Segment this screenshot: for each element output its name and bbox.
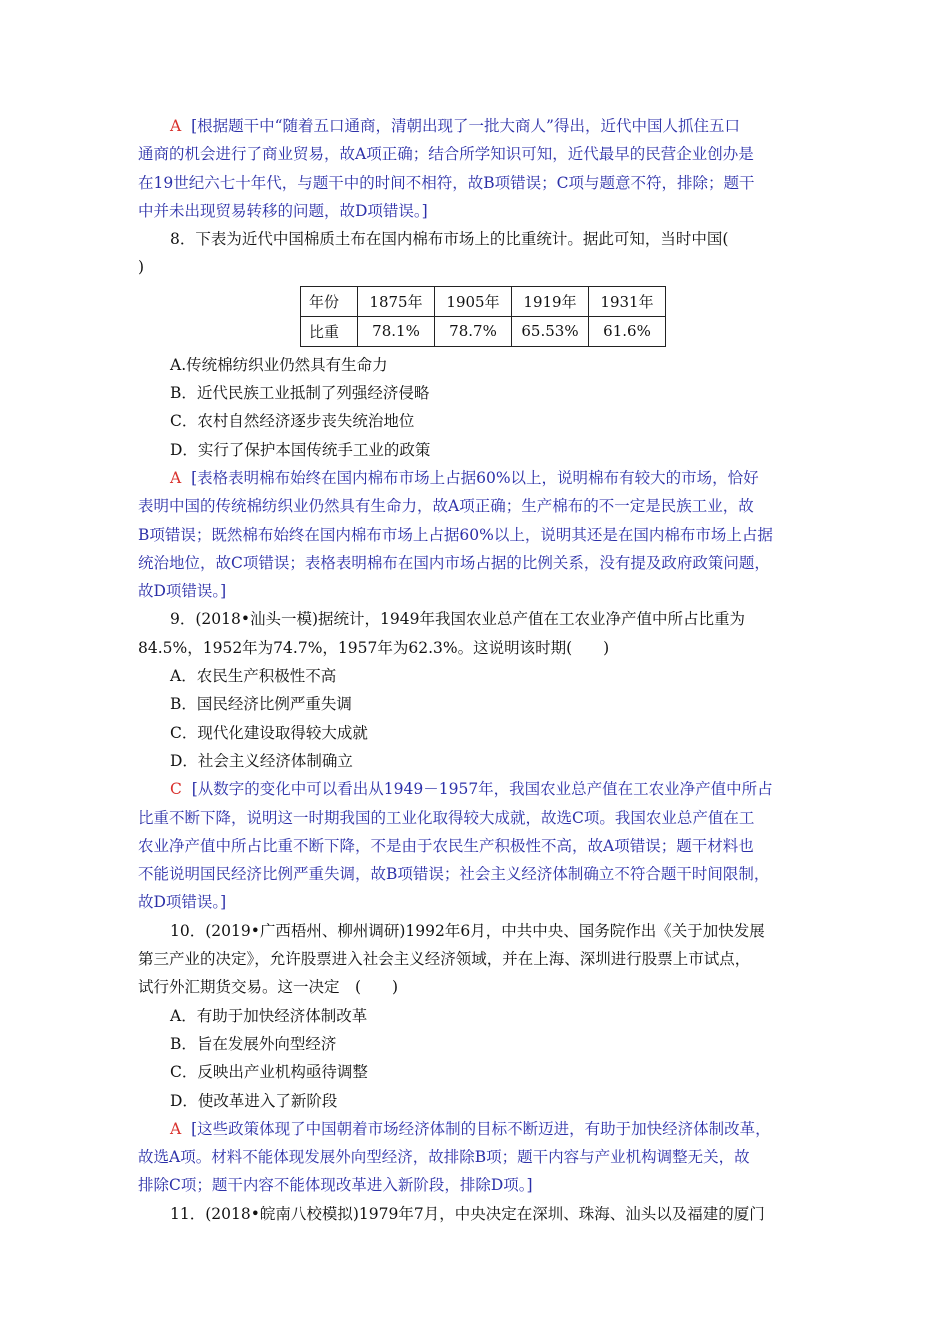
option-d: D．使改革进入了新阶段 xyxy=(170,1091,338,1110)
question-stem-line: ) xyxy=(138,258,145,277)
option-a: A．农民生产积极性不高 xyxy=(170,667,337,686)
table-cell: 年份 xyxy=(301,286,358,316)
answer-line: 排除C项；题干内容不能体现改革进入新阶段，排除D项。] xyxy=(138,1176,533,1195)
table-row xyxy=(301,286,666,316)
answer-line: 不能说明国民经济比例严重失调，故B项错误；社会主义经济体制确立不符合题干时间限制， xyxy=(138,865,770,884)
answer-line: 农业净产值中所占比重不断下降，不是由于农民生产积极性不高，故A项错误；题干材料也 xyxy=(138,836,754,855)
question-stem-line: 第三产业的决定》，允许股票进入社会主义经济领域，并在上海、深圳进行股票上市试点， xyxy=(138,950,751,969)
answer-line: 比重不断下降，说明这一时期我国的工业化取得较大成就，故选C项。我国农业总产值在工 xyxy=(138,808,755,827)
table-cell: 1905年 xyxy=(435,286,512,316)
question-9 xyxy=(138,605,818,916)
question-8 xyxy=(138,225,818,605)
table-cell: 61.6% xyxy=(589,316,666,346)
question-stem-line: 84.5%，1952年为74.7%，1957年为62.3%。这说明该时期( ) xyxy=(138,638,610,657)
question-11 xyxy=(138,1200,818,1228)
answer-line: B项错误；既然棉布始终在国内棉布市场上占据60%以上，说明其还是在国内棉布市场上占据 xyxy=(138,525,773,544)
table-row xyxy=(301,316,666,346)
answer-letter: A xyxy=(170,468,182,487)
option-b: B．近代民族工业抵制了列强经济侵略 xyxy=(170,384,430,403)
option-b: B．国民经济比例严重失调 xyxy=(170,695,352,714)
answer-line: 在19世纪六七十年代，与题干中的时间不相符，故B项错误；C项与题意不符，排除；题干 xyxy=(138,173,755,192)
option-c: C．现代化建设取得较大成就 xyxy=(170,723,368,742)
answer-line: A [表格表明棉布始终在国内棉布市场上占据60%以上，说明棉布有较大的市场，恰好 xyxy=(170,468,759,487)
answer-line: 故选A项。材料不能体现发展外向型经济，故排除B项；题干内容与产业机构调整无关，故 xyxy=(138,1148,750,1167)
table-cell: 比重 xyxy=(301,316,358,346)
question-stem-line: 9．(2018•汕头一模)据统计，1949年我国农业总产值在工农业净产值中所占比重为 xyxy=(170,610,745,629)
question-10 xyxy=(138,917,818,1200)
option-c: C．反映出产业机构亟待调整 xyxy=(170,1063,368,1082)
option-b: B．旨在发展外向型经济 xyxy=(170,1034,337,1053)
question-stem-line: 试行外汇期货交易。这一决定 ( ) xyxy=(138,978,399,997)
table-cell: 1931年 xyxy=(589,286,666,316)
table-cell: 1875年 xyxy=(358,286,435,316)
answer-line: 故D项错误。] xyxy=(138,582,227,601)
answer-line: A [根据题干中“随着五口通商，清朝出现了一批大商人”得出，近代中国人抓住五口 xyxy=(170,117,740,135)
answer-line: 表明中国的传统棉纺织业仍然具有生命力，故A项正确；生产棉布的不一定是民族工业，故 xyxy=(138,497,754,516)
option-a: A．有助于加快经济体制改革 xyxy=(170,1006,368,1025)
answer-line: 中并未出现贸易转移的问题，故D项错误。] xyxy=(138,201,428,220)
table-cell: 78.1% xyxy=(358,316,435,346)
option-c: C．农村自然经济逐步丧失统治地位 xyxy=(170,412,415,431)
question-stem-line: 10．(2019•广西梧州、柳州调研)1992年6月，中共中央、国务院作出《关于加快发展 xyxy=(170,921,765,940)
answer-letter: A xyxy=(170,117,182,135)
data-table xyxy=(300,286,666,347)
answer-line: 通商的机会进行了商业贸易，故A项正确；结合所学知识可知，近代最早的民营企业创办是 xyxy=(138,145,754,164)
document-page xyxy=(138,112,818,1228)
answer-letter: A xyxy=(170,1119,182,1138)
q7-answer-block xyxy=(138,112,818,225)
option-a: A.传统棉纺织业仍然具有生命力 xyxy=(170,355,388,374)
answer-letter: C xyxy=(170,780,182,799)
option-d: D．实行了保护本国传统手工业的政策 xyxy=(170,440,431,459)
table-cell: 65.53% xyxy=(512,316,589,346)
question-stem-line: 8．下表为近代中国棉质土布在国内棉布市场上的比重统计。据此可知，当时中国( xyxy=(170,230,729,249)
answer-line: 故D项错误。] xyxy=(138,893,227,912)
answer-line: 统治地位，故C项错误；表格表明棉布在国内市场占据的比例关系，没有提及政府政策问题， xyxy=(138,553,770,572)
table-cell: 78.7% xyxy=(435,316,512,346)
option-d: D．社会主义经济体制确立 xyxy=(170,751,353,770)
answer-line: C [从数字的变化中可以看出从1949－1957年，我国农业总产值在工农业净产值中所占 xyxy=(170,780,773,799)
table-cell: 1919年 xyxy=(512,286,589,316)
answer-line: A [这些政策体现了中国朝着市场经济体制的目标不断迈进，有助于加快经济体制改革， xyxy=(170,1119,771,1138)
question-stem-line: 11．(2018•皖南八校模拟)1979年7月，中央决定在深圳、珠海、汕头以及福建的厦门 xyxy=(170,1204,765,1223)
